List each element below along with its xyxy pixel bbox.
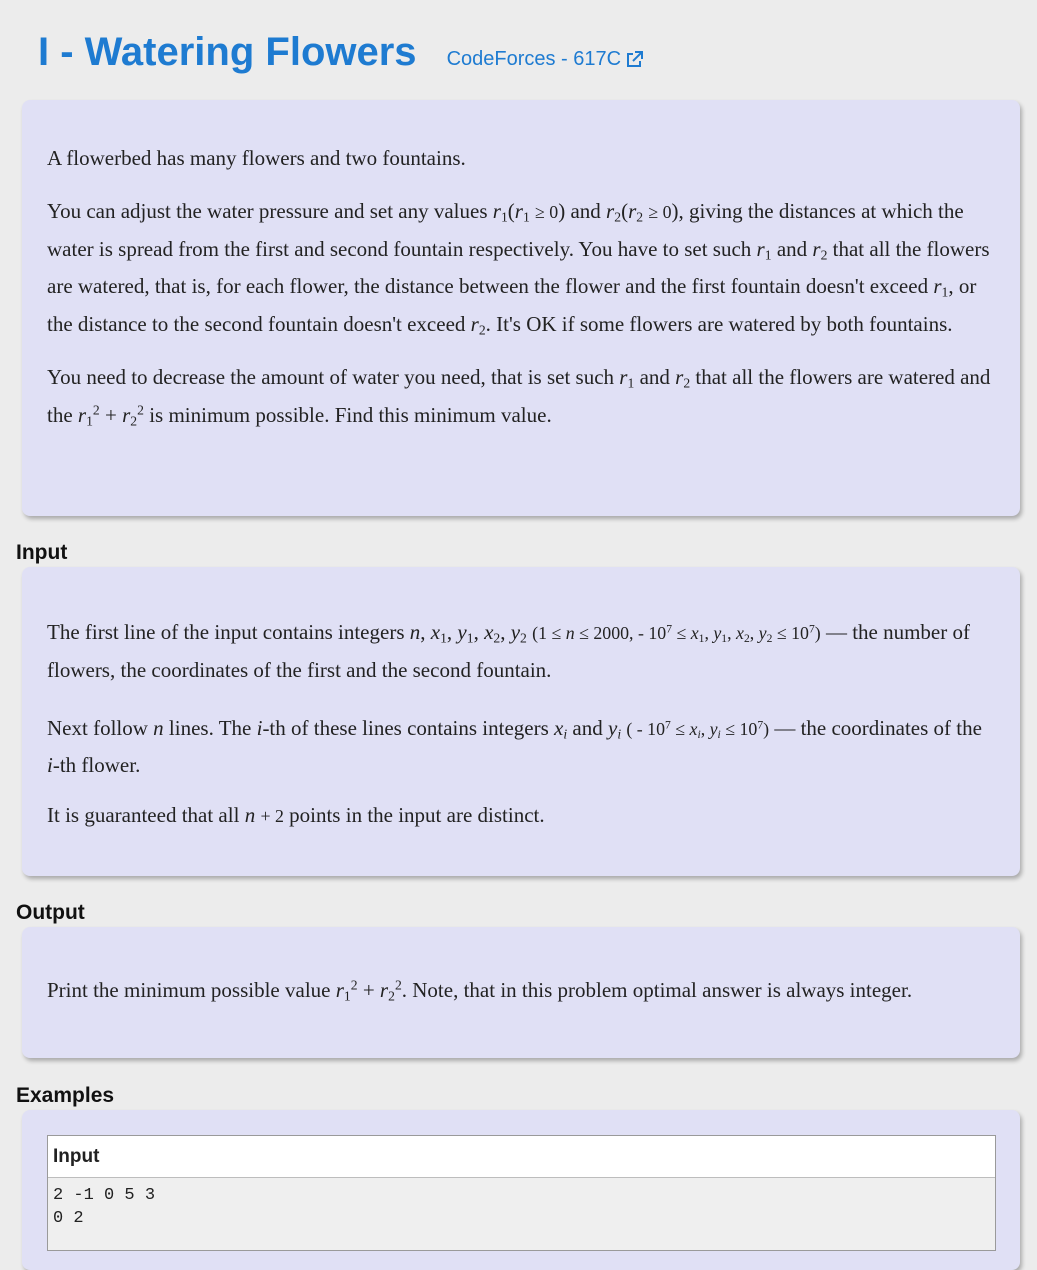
examples-section-label: Examples xyxy=(16,1084,115,1107)
input-paragraph-1: The first line of the input contains integers n, $x_1$, $y_1$, $x_2$, $y_2$ (1 ≤ n ≤ 2000, - $10^7 \le x_1$, $y_1$, $x_2$, $y_2 \le 10^7$) — the number of flowers, the coordinates of the first and the second fountain. xyxy=(47,620,970,682)
output-section-label: Output xyxy=(16,901,85,924)
statement-paragraph-1: A flowerbed has many flowers and two fountains. xyxy=(47,146,466,170)
input-card xyxy=(22,567,1020,876)
statement-card xyxy=(22,100,1020,516)
input-section-label: Input xyxy=(16,541,68,564)
statement-paragraph-3: You need to decrease the amount of water you need, that is set such $r_1$ and $r_2$ that all the flowers are watered and the $r_1^2 + r_2^2$ is minimum possible. Find this minimum value. xyxy=(47,364,991,429)
example-table xyxy=(47,1135,996,1251)
source-link[interactable] xyxy=(447,48,645,71)
external-link-icon xyxy=(624,50,644,70)
input-paragraph-2: Next follow n lines. The i-th of these lines contains integers $x_i$ and $y_i$ ( - $10^7 \le x_i$, $y_i \le 10^7$) — the coordinates of the i-th flower. xyxy=(47,715,982,778)
input-paragraph-3: It is guaranteed that all n + 2 points in the input are distinct. xyxy=(47,803,545,828)
output-paragraph-1: Print the minimum possible value $r_1^2 + r_2^2$. Note, that in this problem optimal answer is always integer. xyxy=(47,977,913,1004)
source-link-label: CodeForces - 617C xyxy=(446,48,622,70)
page-title: I - Watering Flowers xyxy=(38,30,417,74)
statement-paragraph-2: You can adjust the water pressure and set any values $r_1(r_1 \ge 0)$ and $r_2(r_2 \ge 0)$, giving the distances at which the water is spread from the first and second fountain respectively. You have to set such $r_1$ and $r_2$ that all the flowers are watered, that is, for each flower, the distance between the flower and the first fountain doesn't exceed $r_1$, or the distance to the second fountain doesn't exceed $r_2$. It's OK if some flowers are watered by both fountains. xyxy=(47,198,990,338)
example-input-header: Input xyxy=(48,1136,995,1178)
title-row xyxy=(38,30,644,75)
output-card xyxy=(22,927,1020,1058)
example-input-text[interactable]: 2 -1 0 5 3 0 2 xyxy=(48,1178,995,1250)
